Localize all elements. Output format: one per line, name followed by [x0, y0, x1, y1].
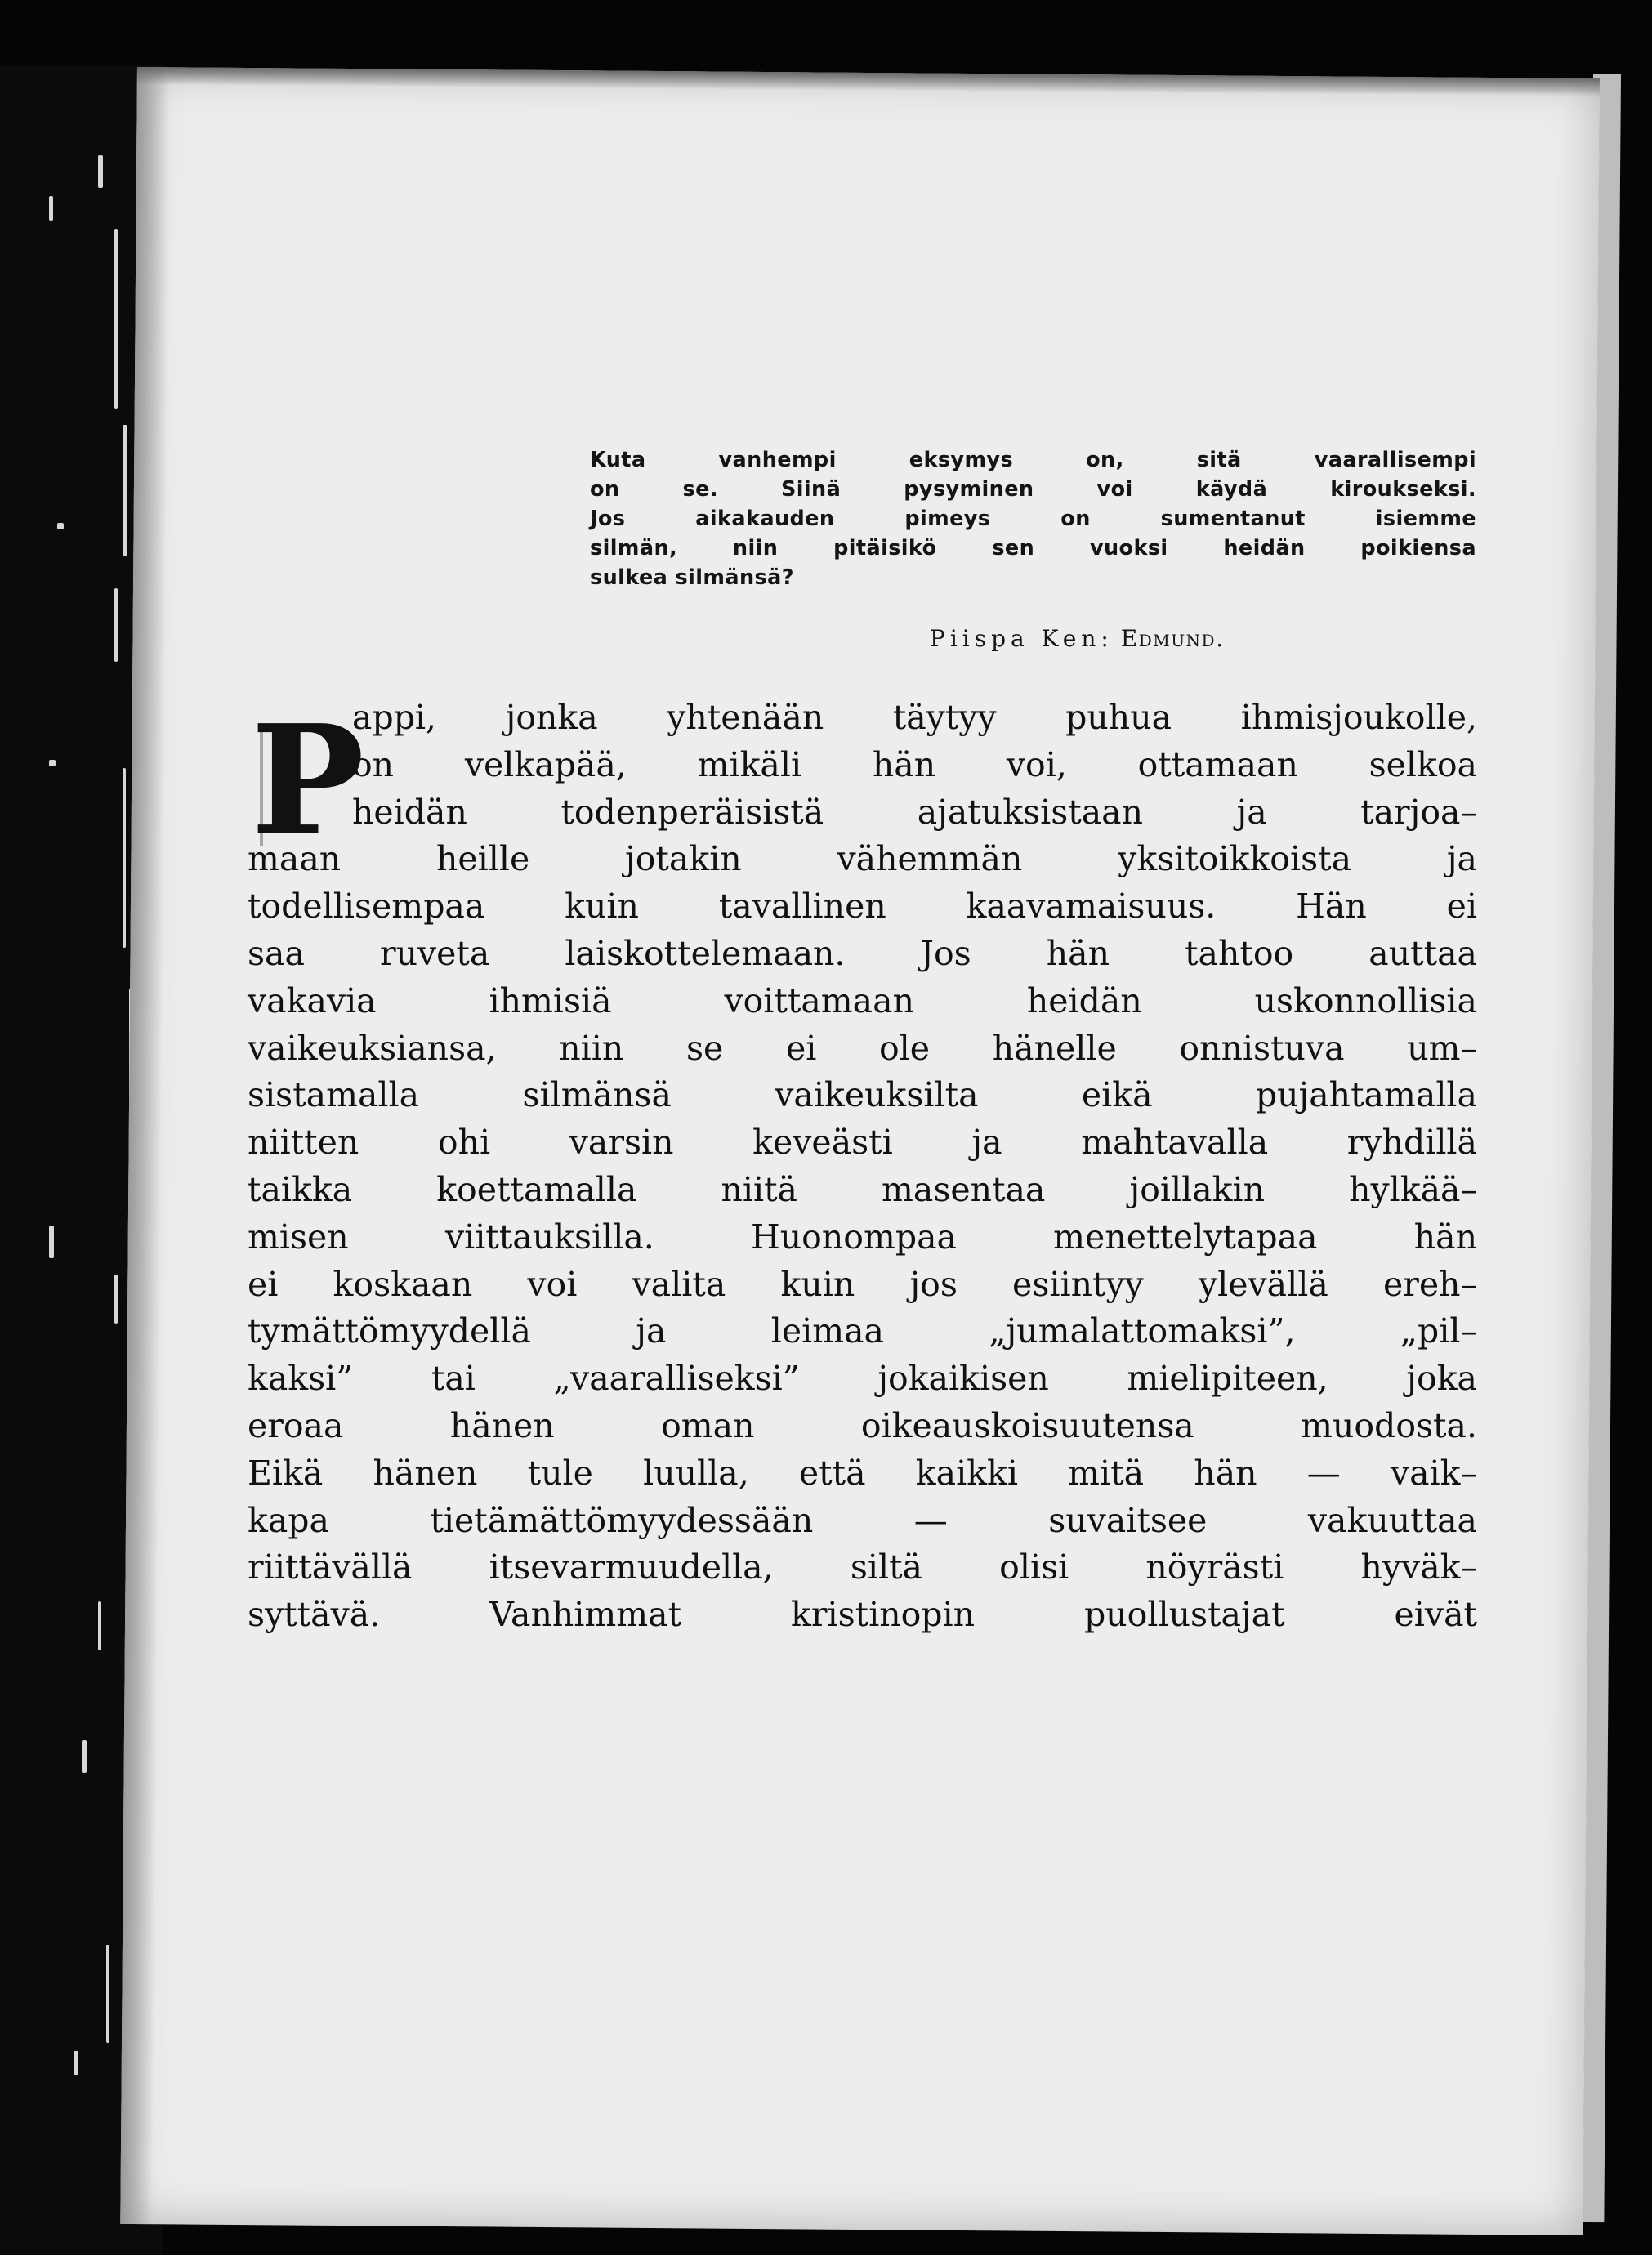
body-line: ei koskaan voi valita kuin jos esiintyy ylevällä ereh–: [248, 1264, 1477, 1304]
body-line: eroaa hänen oman oikeauskoisuutensa muodosta.: [248, 1405, 1477, 1445]
body-line: sistamalla silmänsä vaikeuksilta eikä pujahtamalla: [248, 1075, 1477, 1115]
body-line: misen viittauksilla. Huonompaa menettelytapaa hän: [248, 1217, 1477, 1257]
epigraph-line: Kuta vanhempi eksymys on, sitä vaarallisempi: [590, 448, 1476, 472]
drop-cap: P: [251, 691, 365, 869]
epigraph-line: sulkea silmänsä?: [590, 565, 794, 590]
body-line: syttävä. Vanhimmat kristinopin puollustajat eivät: [248, 1595, 1477, 1635]
epigraph-line: silmän, niin pitäisikö sen vuoksi heidän poikiensa: [590, 536, 1476, 560]
epigraph-line: Jos aikakauden pimeys on sumentanut isiemme: [590, 507, 1476, 531]
body-line: niitten ohi varsin keveästi ja mahtavalla ryhdillä: [248, 1123, 1477, 1163]
body-line: kaksi” tai „vaaralliseksi” jokaikisen mielipiteen, joka: [248, 1359, 1477, 1399]
body-line: taikka koettamalla niitä masentaa joillakin hylkää–: [248, 1169, 1477, 1209]
body-line: Eikä hänen tule luulla, että kaikki mitä hän — vaik–: [248, 1453, 1477, 1493]
body-line: tymättömyydellä ja leimaa „jumalattomaksi”, „pil–: [248, 1311, 1477, 1351]
epigraph-line: on se. Siinä pysyminen voi käydä kiroukseksi.: [590, 477, 1476, 502]
body-line: vakavia ihmisiä voittamaan heidän uskonnollisia: [248, 980, 1477, 1020]
body-line: kapa tietämättömyydessään — suvaitsee vakuuttaa: [248, 1500, 1477, 1540]
epigraph: [590, 445, 1476, 592]
body-line: riittävällä itsevarmuudella, siltä olisi nöyrästi hyväk–: [248, 1547, 1477, 1587]
body-line: saa ruveta laiskottelemaan. Jos hän tahtoo auttaa: [248, 933, 1477, 973]
attribution-title: Piispa Ken:: [930, 625, 1114, 652]
body-line: appi, jonka yhtenään täytyy puhua ihmisjoukolle,: [352, 698, 1477, 737]
body-line: heidän todenperäisistä ajatuksistaan ja tarjoa–: [352, 792, 1477, 832]
epigraph-attribution: [930, 625, 1436, 652]
body-line: todellisempaa kuin tavallinen kaavamaisuus. Hän ei: [248, 886, 1477, 927]
attribution-author: Edmund.: [1120, 625, 1225, 652]
body-line: on velkapää, mikäli hän voi, ottamaan selkoa: [352, 744, 1477, 784]
body-line: vaikeuksiansa, niin se ei ole hänelle onnistuva um–: [248, 1028, 1477, 1068]
body-line: maan heille jotakin vähemmän yksitoikkoista ja: [248, 839, 1477, 879]
body-paragraph: [248, 691, 1477, 1639]
